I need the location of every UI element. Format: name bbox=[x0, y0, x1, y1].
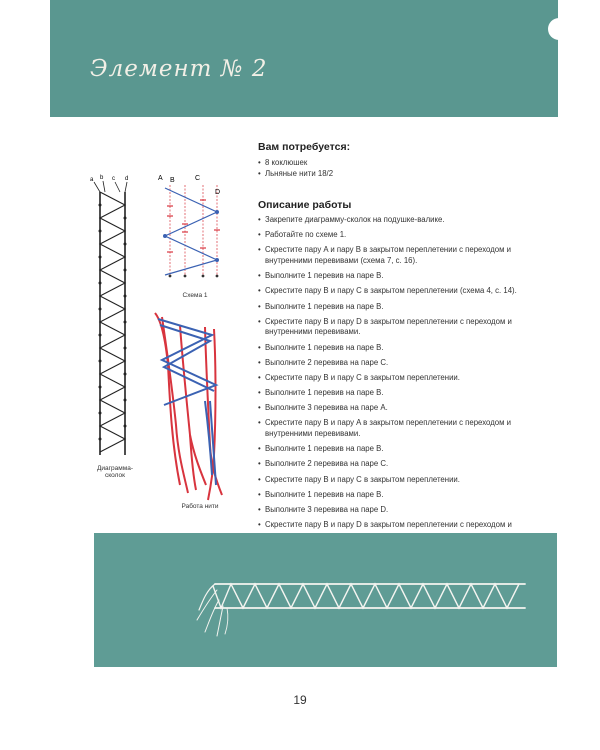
step-item: • Скрестите пару B и пару D в закрытом переплетении с переходом и bbox=[258, 520, 558, 541]
corner-decoration bbox=[548, 18, 570, 40]
page-number: 19 bbox=[293, 693, 307, 707]
step-item: • Скрестите пару B и пару C в закрытом переплетении. bbox=[258, 373, 558, 384]
scheme-label-B: B bbox=[170, 177, 175, 184]
step-item: • Выполните 1 перевив на паре B. bbox=[258, 343, 558, 354]
step-item: • Выполните 3 перевива на паре D. bbox=[258, 505, 558, 516]
scheme-caption: Схема 1 bbox=[182, 292, 208, 299]
scheme-label-D: D bbox=[215, 189, 221, 196]
materials-heading: Вам потребуется: bbox=[258, 141, 351, 153]
step-item: • Скрестите пару B и пару C в закрытом переплетении. bbox=[258, 475, 558, 486]
scheme-label-C: C bbox=[195, 175, 201, 182]
diagram-label-a: a bbox=[90, 177, 94, 183]
step-item: • Скрестите пару B и пару A в закрытом переплетении с переходом и внутренними перевивами. bbox=[258, 418, 558, 439]
step-item: • Выполните 1 перевив на паре B. bbox=[258, 388, 558, 399]
scheme-1-diagram bbox=[155, 170, 235, 285]
materials-item: • Льняные нити 18/2 bbox=[258, 169, 558, 180]
step-item: • Выполните 2 перевива на паре C. bbox=[258, 358, 558, 369]
materials-item: • 8 коклюшек bbox=[258, 158, 558, 169]
diagram-caption: Диаграмма- сколок bbox=[97, 465, 133, 479]
step-item: • Выполните 1 перевив на паре B. bbox=[258, 444, 558, 455]
threads-caption: Работа нити bbox=[181, 503, 219, 510]
step-item: • Работайте по схеме 1. bbox=[258, 230, 558, 241]
step-item: • Выполните 2 перевива на паре C. bbox=[258, 459, 558, 470]
step-item: • Закрепите диаграмму-сколок на подушке-валике. bbox=[258, 215, 558, 226]
element-title: Элемент № 2 bbox=[90, 56, 268, 82]
step-item: • Скрестите пару B и пару D в закрытом переплетении с переходом и внутренними перевивами. bbox=[258, 317, 558, 338]
steps-list bbox=[258, 215, 558, 546]
materials-list bbox=[258, 158, 558, 180]
description-heading: Описание работы bbox=[258, 199, 352, 211]
step-item: • Скрестите пару A и пару B в закрытом переплетении с переходом и внутренними перевивами (схема 7, с. 16). bbox=[258, 245, 558, 266]
step-item: • Скрестите пару B и пару C в закрытом переплетении (схема 4, с. 14). bbox=[258, 286, 558, 297]
diagram-pricking bbox=[85, 170, 145, 470]
diagram-label-c: c bbox=[112, 176, 115, 182]
thread-work-illustration bbox=[150, 305, 240, 505]
scheme-label-A: A bbox=[158, 175, 163, 182]
diagram-label-d: d bbox=[125, 176, 129, 182]
step-item: • Выполните 3 перевива на паре A. bbox=[258, 403, 558, 414]
step-item: • Выполните 1 перевив на паре B. bbox=[258, 302, 558, 313]
lace-photo bbox=[195, 570, 535, 640]
step-item: • Выполните 1 перевив на паре B. bbox=[258, 271, 558, 282]
step-item: • Выполните 1 перевив на паре B. bbox=[258, 490, 558, 501]
page-edge bbox=[586, 0, 600, 750]
diagram-label-b: b bbox=[100, 175, 104, 181]
